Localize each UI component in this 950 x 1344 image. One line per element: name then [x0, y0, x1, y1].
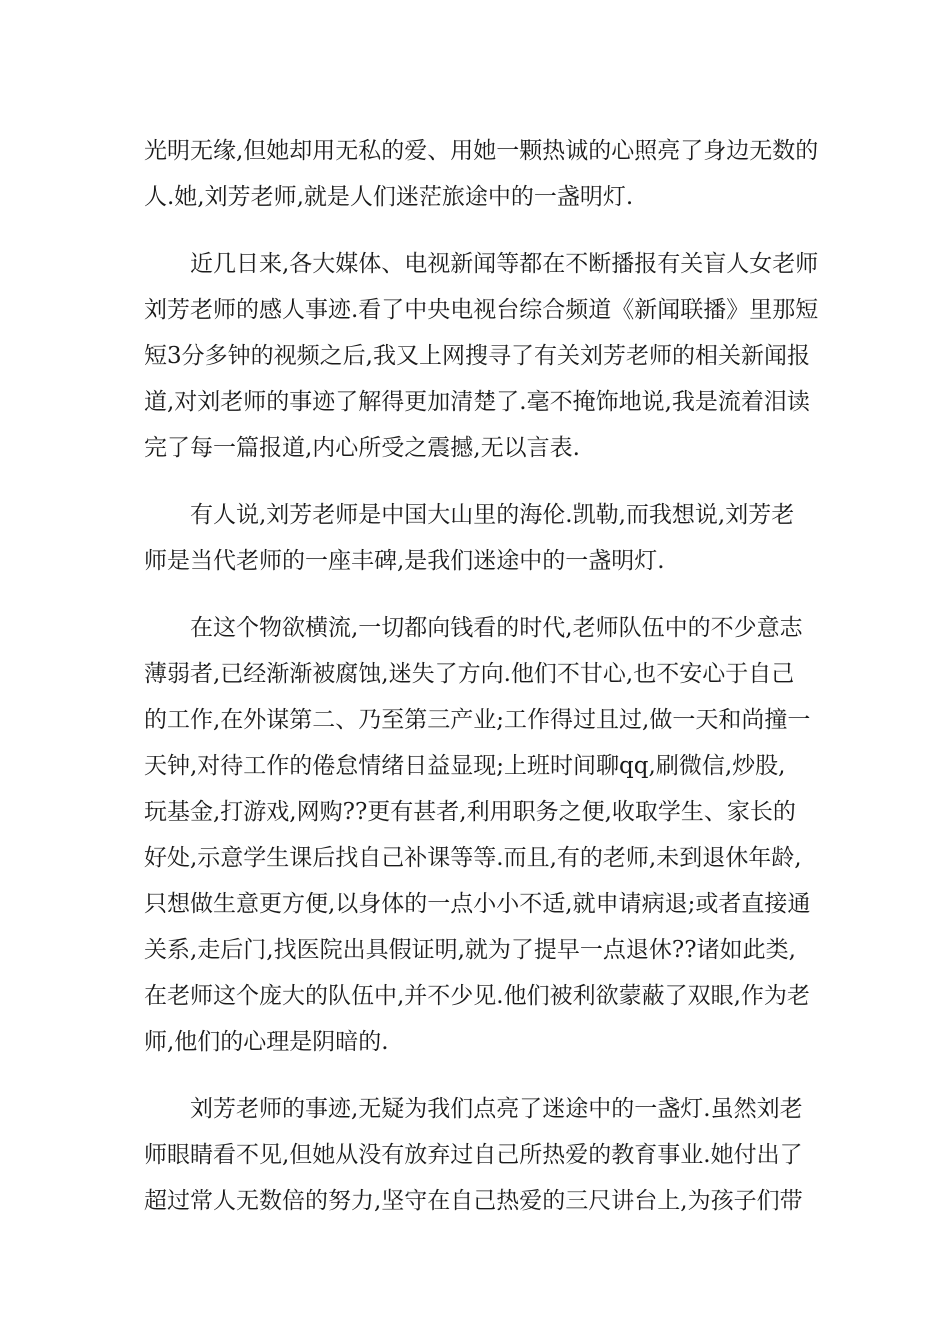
text-line: 师,他们的心理是阴暗的.: [144, 1029, 389, 1055]
text-line: 近几日来,各大媒体、电视新闻等都在不断播报有关盲人女老师: [190, 251, 819, 277]
text-line: 短3分多钟的视频之后,我又上网搜寻了有关刘芳老师的相关新闻报: [144, 343, 810, 369]
text-line: 完了每一篇报道,内心所受之震撼,无以言表.: [144, 435, 580, 461]
text-line: 在这个物欲横流,一切都向钱看的时代,老师队伍中的不少意志: [190, 615, 803, 641]
text-line: 刘芳老师的事迹,无疑为我们点亮了迷途中的一盏灯.虽然刘老: [190, 1096, 803, 1122]
paragraph-2: [144, 241, 819, 471]
text-line: 只想做生意更方便,以身体的一点小小不适,就申请病退;或者直接通: [144, 891, 811, 917]
paragraph-5: [144, 1086, 816, 1224]
text-line: 薄弱者,已经渐渐被腐蚀,迷失了方向.他们不甘心,也不安心于自己: [144, 661, 795, 687]
text-line: 师眼睛看不见,但她从没有放弃过自己所热爱的教育事业.她付出了: [144, 1142, 803, 1168]
text-line: 关系,走后门,找医院出具假证明,就为了提早一点退休??诸如此类,: [144, 937, 796, 963]
text-line: 师是当代老师的一座丰碑,是我们迷途中的一盏明灯.: [144, 548, 665, 574]
text-line: 好处,示意学生课后找自己补课等等.而且,有的老师,未到退休年龄,: [144, 845, 802, 871]
text-line: 光明无缘,但她却用无私的爱、用她一颗热诚的心照亮了身边无数的: [144, 138, 819, 164]
document-body: [144, 128, 819, 1224]
text-line: 道,对刘老师的事迹了解得更加清楚了.毫不掩饰地说,我是流着泪读: [144, 389, 810, 415]
paragraph-4: [144, 605, 816, 1065]
paragraph-1: [144, 128, 819, 220]
text-line: 在老师这个庞大的队伍中,并不少见.他们被利欲蒙蔽了双眼,作为老: [144, 983, 810, 1009]
text-line: 刘芳老师的感人事迹.看了中央电视台综合频道《新闻联播》里那短: [144, 297, 819, 323]
text-line: 超过常人无数倍的努力,坚守在自己热爱的三尺讲台上,为孩子们带: [144, 1188, 803, 1214]
text-line: 玩基金,打游戏,网购??更有甚者,利用职务之便,收取学生、家长的: [144, 799, 796, 825]
text-line: 天钟,对待工作的倦怠情绪日益显现;上班时间聊qq,刷微信,炒股,: [144, 753, 786, 779]
text-line: 的工作,在外谋第二、乃至第三产业;工作得过且过,做一天和尚撞一: [144, 707, 811, 733]
paragraph-3: [144, 492, 816, 584]
text-line: 人.她,刘芳老师,就是人们迷茫旅途中的一盏明灯.: [144, 184, 634, 210]
text-line: 有人说,刘芳老师是中国大山里的海伦.凯勒,而我想说,刘芳老: [190, 502, 795, 528]
